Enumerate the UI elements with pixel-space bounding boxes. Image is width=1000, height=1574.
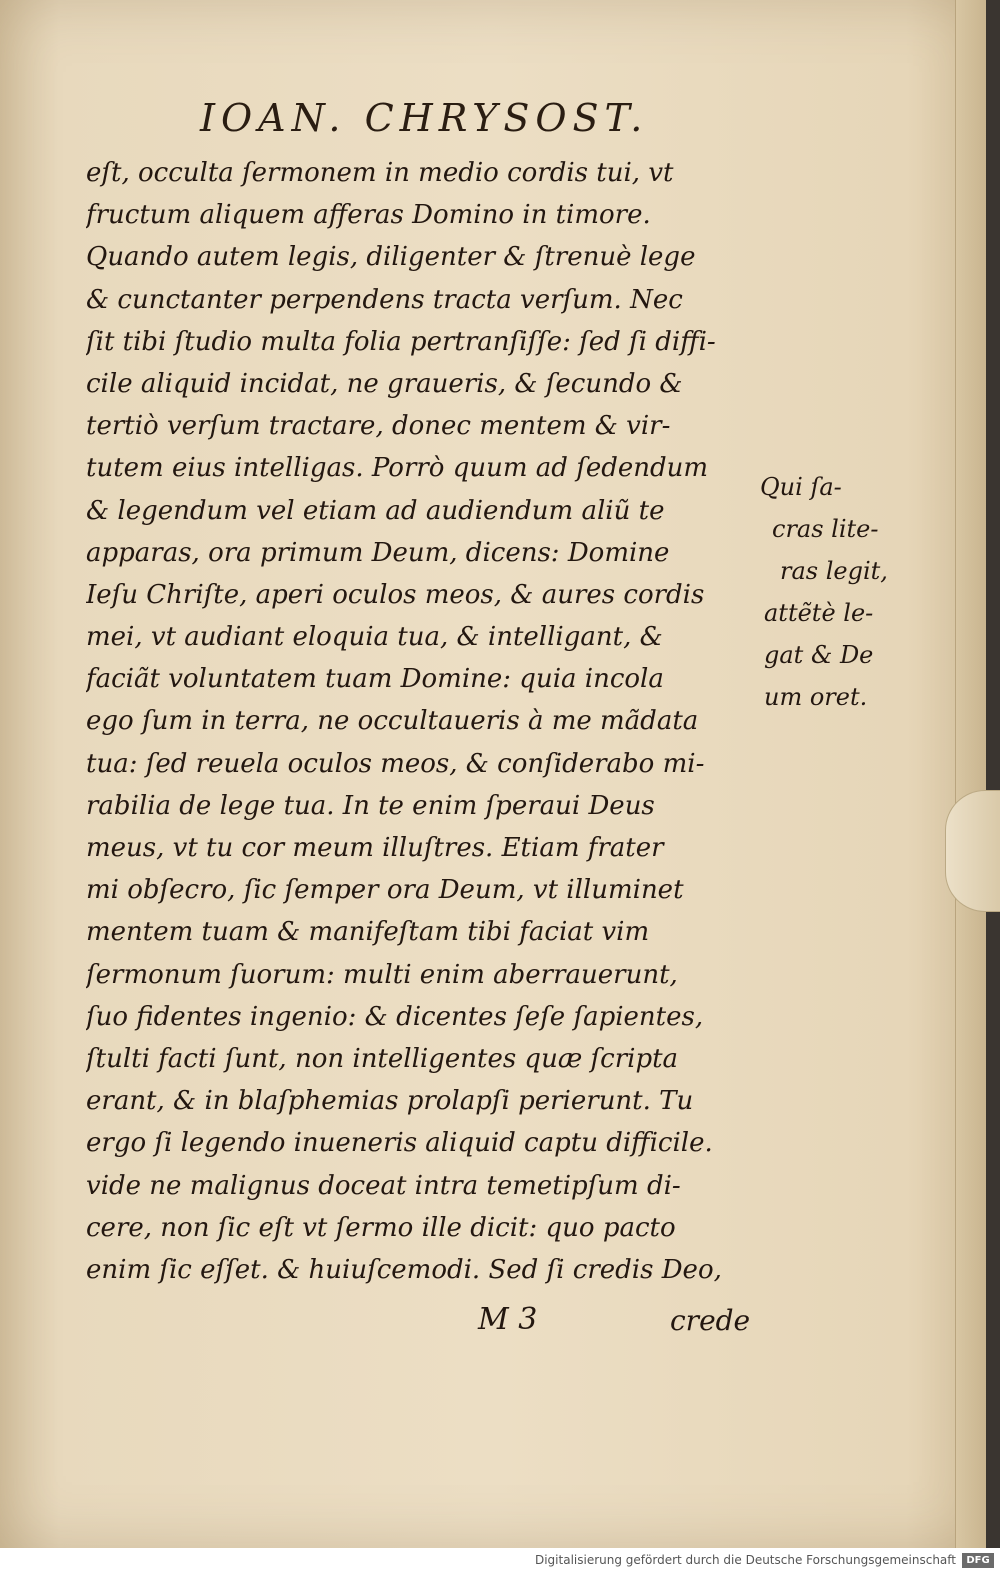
dfg-logo-icon: DFG <box>962 1553 994 1568</box>
text-line: fructum aliquem afferas Domino in timore. <box>86 200 651 231</box>
text-line: ego ſum in terra, ne occultaueris à me mãdata <box>86 706 699 737</box>
signature-mark: M 3 <box>478 1302 538 1337</box>
text-line: & cunctanter perpendens tracta verſum. Nec <box>86 284 683 315</box>
text-line: meus, vt tu cor meum illuſtres. Etiam frater <box>86 833 664 863</box>
page-clasp <box>945 790 1000 912</box>
text-line: rabilia de lege tua. In te enim ſperaui Deus <box>86 790 655 821</box>
text-line: Ieſu Chriſte, aperi oculos meos, & aures cordis <box>86 579 705 610</box>
margin-note-line: ras legit, <box>780 557 888 585</box>
text-line: cile aliquid incidat, ne graueris, & ſecundo & <box>86 368 683 399</box>
margin-note-line: cras lite- <box>772 515 879 543</box>
text-line: enim ſic eſſet. & huiuſcemodi. Sed ſi credis Deo, <box>86 1254 722 1285</box>
margin-note-line: attẽtè le- <box>764 599 874 627</box>
running-head: IOAN. CHRYSOST. <box>200 96 649 140</box>
text-line: tua: ſed reuela oculos meos, & conſiderabo mi- <box>86 748 705 779</box>
text-line: ſuo fidentes ingenio: & dicentes ſeſe ſapientes, <box>86 1001 704 1032</box>
text-line: apparas, ora primum Deum, dicens: Domine <box>86 537 670 568</box>
text-line: cere, non ſic eſt vt ſermo ille dicit: quo pacto <box>86 1212 676 1243</box>
margin-note-line: Qui ſa- <box>760 473 842 501</box>
page-edge <box>955 0 986 1548</box>
text-line: erant, & in blaſphemias prolapſi perierunt. Tu <box>86 1086 694 1117</box>
text-line: ergo ſi legendo inueneris aliquid captu difficile. <box>86 1128 713 1159</box>
text-line: mi obſecro, ſic ſemper ora Deum, vt illuminet <box>86 875 684 906</box>
text-line: mentem tuam & manifeſtam tibi faciat vim <box>86 917 650 948</box>
text-line: faciãt voluntatem tuam Domine: quia incola <box>86 664 664 695</box>
body-text <box>86 152 766 1291</box>
catchword: crede <box>670 1304 751 1337</box>
text-line: ſtulti facti ſunt, non intelligentes quæ ſcripta <box>86 1043 679 1074</box>
footer-credit: Digitalisierung gefördert durch die Deutsche Forschungsgemeinschaft <box>534 1553 956 1567</box>
text-line: & legendum vel etiam ad audiendum aliũ te <box>86 495 665 526</box>
text-line: Quando autem legis, diligenter & ſtrenuè lege <box>86 242 696 273</box>
margin-note-line: um oret. <box>764 683 868 711</box>
margin-note <box>752 466 912 718</box>
footer-bar <box>0 1548 1000 1574</box>
text-line: ſit tibi ſtudio multa folia pertranſiſſe: ſed ſi diffi- <box>86 326 716 357</box>
text-line: ſermonum ſuorum: multi enim aberrauerunt, <box>86 959 678 990</box>
text-line: tutem eius intelligas. Porrò quum ad ſedendum <box>86 453 709 484</box>
text-line: eſt, occulta ſermonem in medio cordis tui, vt <box>86 158 674 188</box>
text-line: vide ne malignus doceat intra temetipſum di- <box>86 1170 681 1201</box>
text-line: mei, vt audiant eloquia tua, & intelligant, & <box>86 622 663 653</box>
text-line: tertiò verſum tractare, donec mentem & vir- <box>86 411 671 442</box>
margin-note-line: gat & De <box>764 641 874 669</box>
